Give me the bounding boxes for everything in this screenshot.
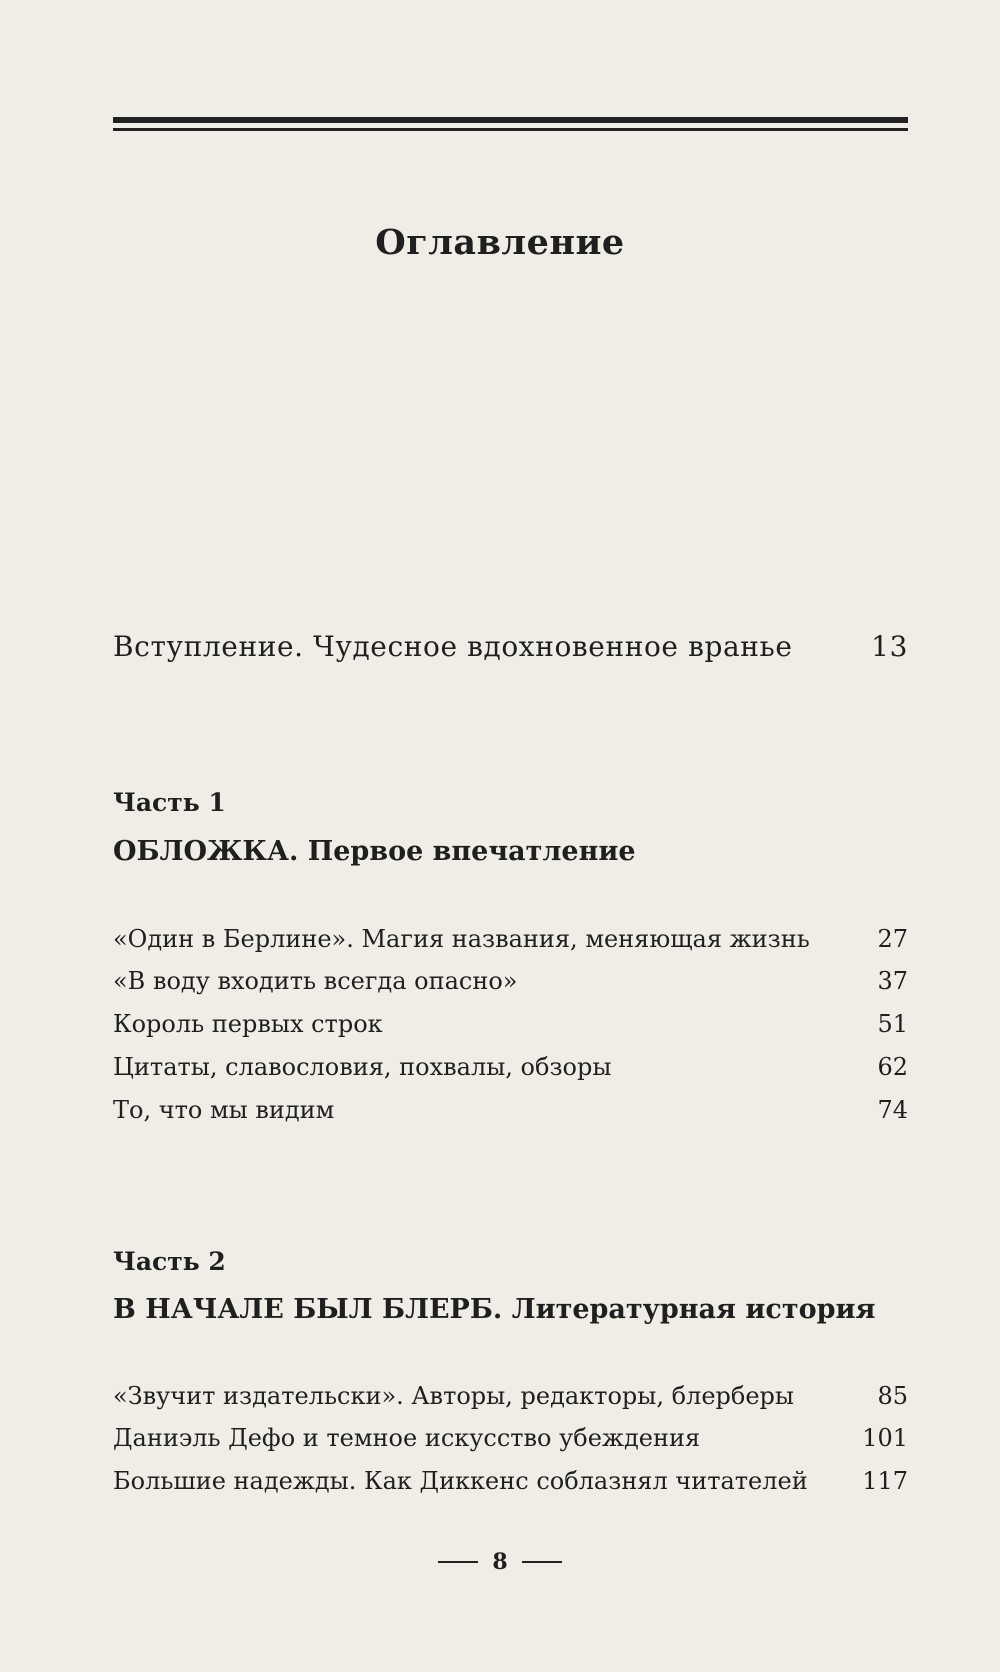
toc-entry-label: Большие надежды. Как Диккенс соблазнял читателей [113, 1467, 808, 1495]
part-2-number: Часть 2 [113, 1247, 226, 1276]
toc-entry-page: 13 [871, 630, 908, 663]
toc-entry-page: 27 [877, 925, 908, 953]
toc-entry-label: Цитаты, славословия, похвалы, обзоры [113, 1053, 612, 1081]
toc-entry [113, 1382, 908, 1410]
toc-entry-label: «В воду входить всегда опасно» [113, 967, 518, 995]
toc-entry [113, 1010, 908, 1038]
toc-entry-label: Король первых строк [113, 1010, 383, 1038]
toc-entry-page: 51 [877, 1010, 908, 1038]
toc-entry [113, 967, 908, 995]
header-rule-thin [113, 128, 908, 131]
page-title: Оглавление [375, 222, 625, 263]
folio-dash-left [438, 1561, 478, 1563]
part-1-title: ОБЛОЖКА. Первое впечатление [113, 836, 636, 867]
page-number-footer [0, 1549, 1000, 1575]
toc-entry [113, 1467, 908, 1495]
page-number: 8 [492, 1549, 508, 1575]
header-rule-thick [113, 117, 908, 123]
toc-entry-label: «Один в Берлине». Магия названия, меняющая жизнь [113, 925, 810, 953]
part-2-title: В НАЧАЛЕ БЫЛ БЛЕРБ. Литературная история [113, 1294, 876, 1325]
toc-entry [113, 1053, 908, 1081]
toc-entry-page: 74 [877, 1096, 908, 1124]
part-1-number: Часть 1 [113, 788, 226, 817]
toc-entry [113, 925, 908, 953]
toc-entry-page: 37 [877, 967, 908, 995]
toc-entry-label: Даниэль Дефо и темное искусство убеждения [113, 1424, 701, 1452]
toc-entry [113, 1424, 908, 1452]
folio-dash-right [522, 1561, 562, 1563]
toc-entry-page: 117 [862, 1467, 908, 1495]
toc-entry-label: То, что мы видим [113, 1096, 335, 1124]
toc-entry-label: «Звучит издательски». Авторы, редакторы, блерберы [113, 1382, 794, 1410]
toc-entry-page: 101 [862, 1424, 908, 1452]
toc-entry-intro [113, 630, 908, 663]
toc-entry-page: 85 [877, 1382, 908, 1410]
toc-entry-page: 62 [877, 1053, 908, 1081]
toc-entry-label: Вступление. Чудесное вдохновенное вранье [113, 630, 793, 663]
toc-entry [113, 1096, 908, 1124]
